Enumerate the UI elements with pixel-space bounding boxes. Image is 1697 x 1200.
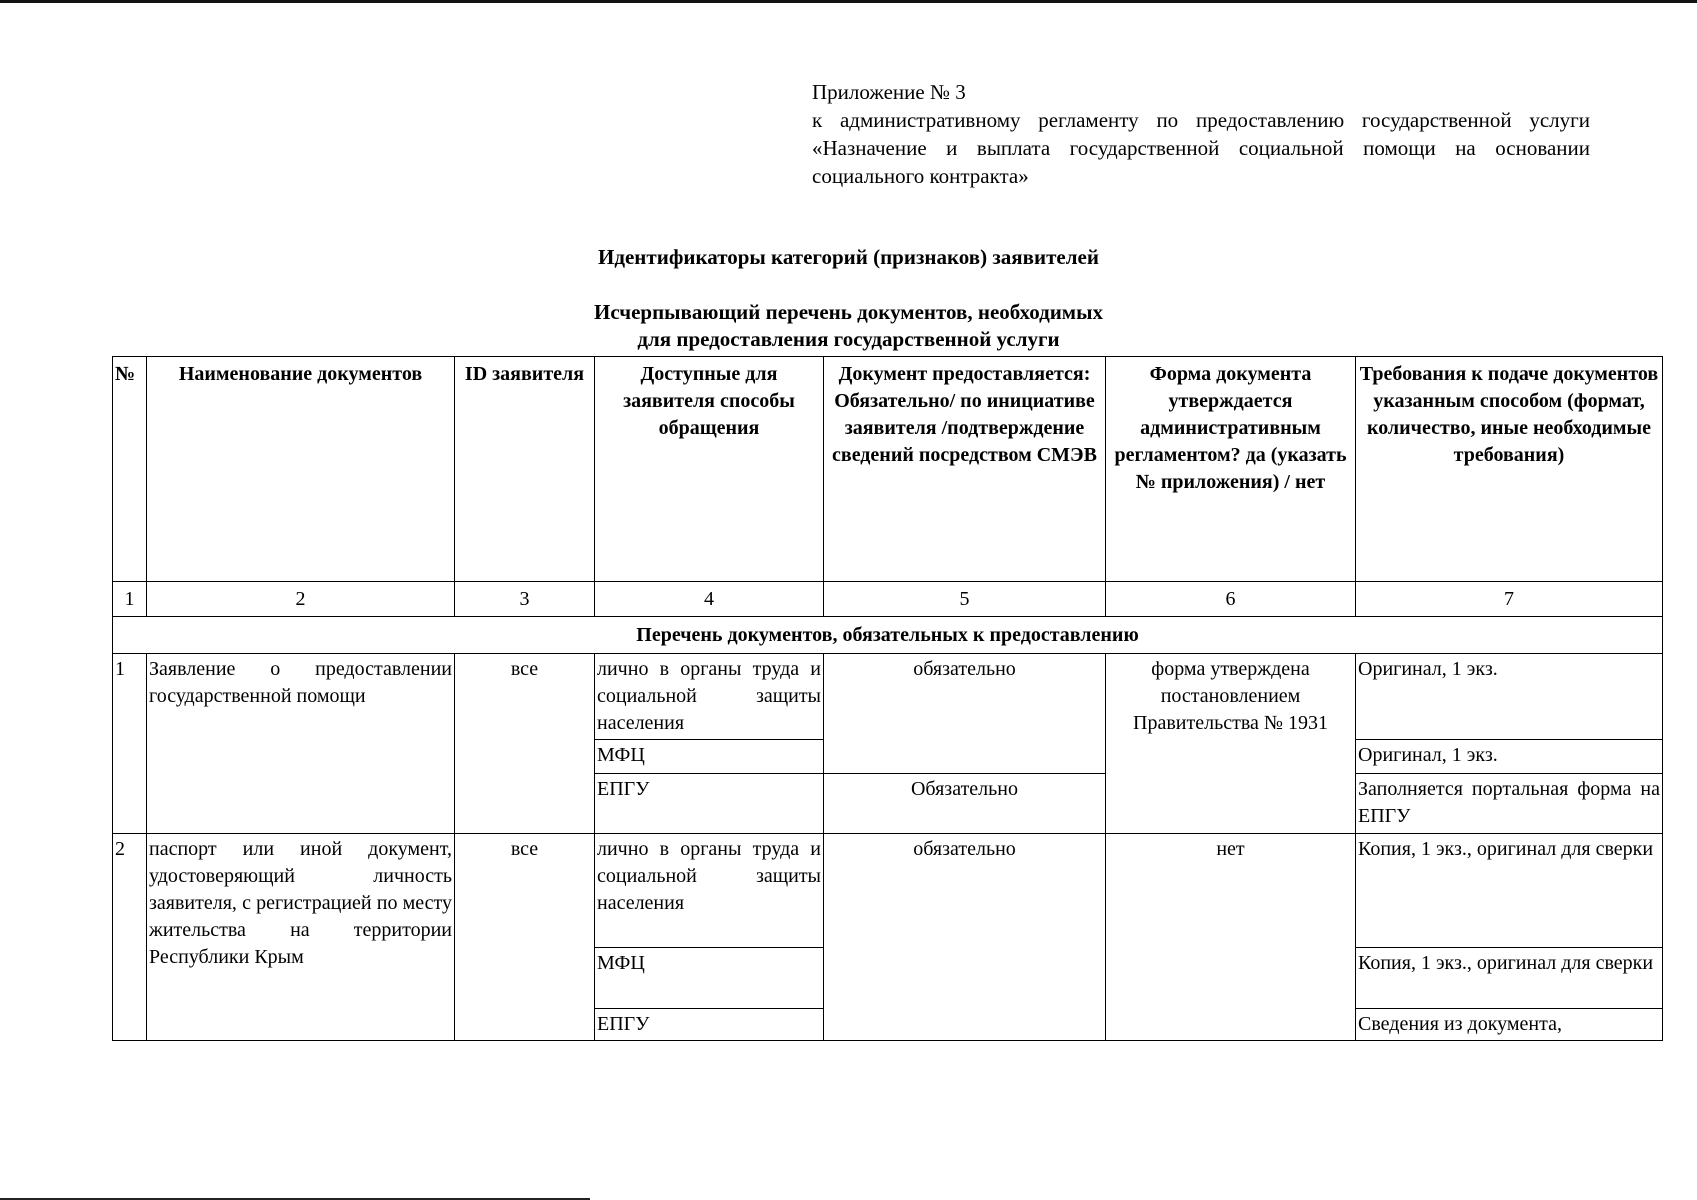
mandatory-cell: обязательно: [824, 654, 1106, 774]
table-row: [113, 654, 1663, 740]
identifiers-heading: Идентификаторы категорий (признаков) заявителей: [598, 245, 1099, 269]
form-approval-cell: форма утверждена постановлением Правительства № 1931: [1106, 654, 1356, 834]
requirement-cell: Копия, 1 экз., оригинал для сверки: [1356, 948, 1663, 1009]
header-channels: Доступные для заявителя способы обращения: [595, 357, 824, 582]
requirement-cell: Заполняется портальная форма на ЕПГУ: [1356, 774, 1663, 834]
column-number: 3: [455, 582, 595, 617]
header-document-name: Наименование документов: [147, 357, 455, 582]
document-name: паспорт или иной документ, удостоверяющий личность заявителя, с регистрацией по месту жительства на территории Республики Крым: [147, 834, 455, 1041]
appendix-number: Приложение № 3: [812, 80, 966, 104]
channel-cell: ЕПГУ: [595, 1009, 824, 1041]
header-number: №: [113, 357, 147, 582]
top-border-rule: [0, 0, 1697, 3]
channel-cell: ЕПГУ: [595, 774, 824, 834]
applicant-id: все: [455, 654, 595, 834]
column-number: 6: [1106, 582, 1356, 617]
channel-cell: лично в органы труда и социальной защиты населения: [595, 654, 824, 740]
column-number: 1: [113, 582, 147, 617]
row-number: 2: [113, 834, 147, 1041]
section-title: Перечень документов, обязательных к предоставлению: [113, 617, 1663, 654]
table-header-row: [113, 357, 1663, 582]
row-number: 1: [113, 654, 147, 834]
documents-list-heading: [0, 299, 1697, 353]
column-number-row: [113, 582, 1663, 617]
channel-cell: лично в органы труда и социальной защиты населения: [595, 834, 824, 948]
header-form-approval: Форма документа утверждается административным регламентом? да (указать № приложения) / нет: [1106, 357, 1356, 582]
requirement-cell: Оригинал, 1 экз.: [1356, 740, 1663, 774]
requirement-cell: Оригинал, 1 экз.: [1356, 654, 1663, 740]
section-row: [113, 617, 1663, 654]
column-number: 7: [1356, 582, 1663, 617]
mandatory-cell: обязательно: [824, 834, 1106, 1041]
applicant-id: все: [455, 834, 595, 1041]
column-number: 5: [824, 582, 1106, 617]
header-provision: Документ предоставляется: Обязательно/ по инициативе заявителя /подтверждение сведений посредством СМЭВ: [824, 357, 1106, 582]
header-requirements: Требования к подаче документов указанным способом (формат, количество, иные необходимые требования): [1356, 357, 1663, 582]
form-approval-cell: нет: [1106, 834, 1356, 1041]
documents-list-heading-line1: Исчерпывающий перечень документов, необходимых: [593, 300, 1104, 324]
requirement-cell: Копия, 1 экз., оригинал для сверки: [1356, 834, 1663, 948]
channel-cell: МФЦ: [595, 948, 824, 1009]
column-number: 2: [147, 582, 455, 617]
header-applicant-id: ID заявителя: [455, 357, 595, 582]
table-row: [113, 834, 1663, 948]
channel-cell: МФЦ: [595, 740, 824, 774]
requirement-cell: Сведения из документа,: [1356, 1009, 1663, 1041]
documents-table: [112, 356, 1663, 1041]
column-number: 4: [595, 582, 824, 617]
appendix-text: к административному регламенту по предоставлению государственной услуги «Назначение и выплата государственной социальной помощи на основании социального контракта»: [812, 108, 1590, 188]
mandatory-cell: Обязательно: [824, 774, 1106, 834]
document-name: Заявление о предоставлении государственной помощи: [147, 654, 455, 834]
appendix-note: [812, 78, 1590, 190]
documents-list-heading-line2: для предоставления государственной услуги: [637, 327, 1060, 351]
